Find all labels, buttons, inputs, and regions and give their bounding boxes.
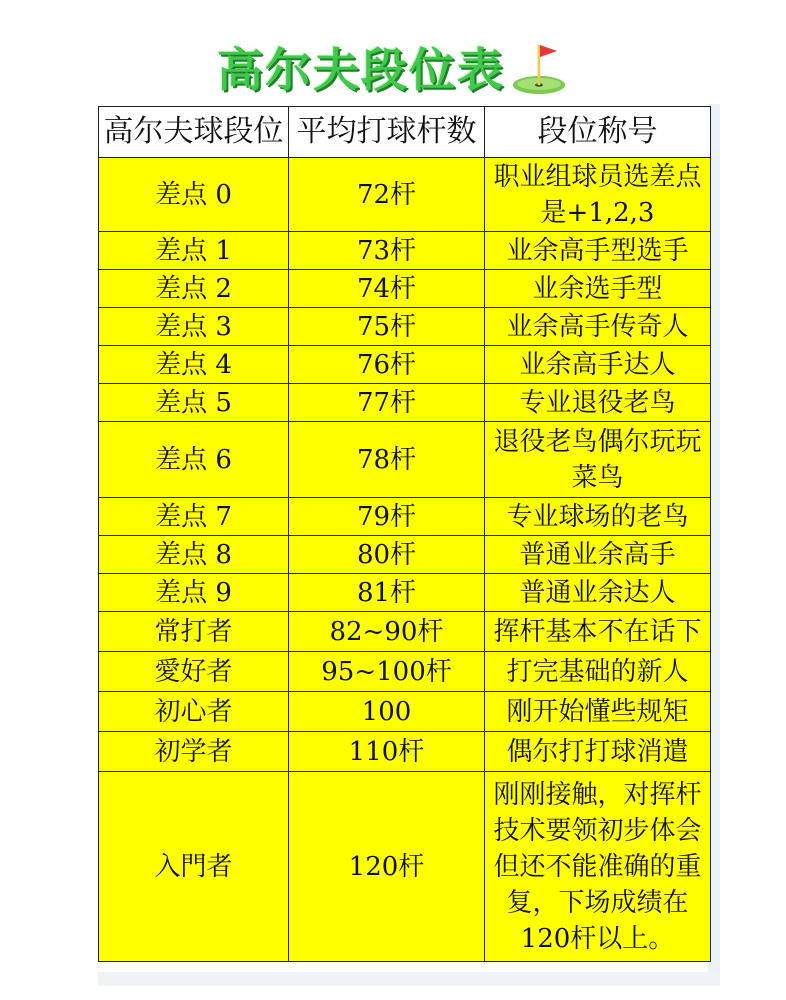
strokes-cell: 81杆 bbox=[289, 574, 485, 612]
title-cell: 业余高手传奇人 bbox=[485, 308, 711, 346]
strokes-cell: 75杆 bbox=[289, 308, 485, 346]
strokes-cell: 100 bbox=[289, 692, 485, 732]
strokes-cell: 78杆 bbox=[289, 422, 485, 498]
strokes-cell: 76杆 bbox=[289, 346, 485, 384]
title-bar bbox=[0, 30, 786, 104]
title-cell: 挥杆基本不在话下 bbox=[485, 612, 711, 652]
strokes-cell: 82~90杆 bbox=[289, 612, 485, 652]
title-cell: 专业退役老鸟 bbox=[485, 384, 711, 422]
table-row bbox=[99, 422, 711, 498]
rank-cell: 差点 9 bbox=[99, 574, 289, 612]
table-row bbox=[99, 232, 711, 270]
rank-cell: 初学者 bbox=[99, 732, 289, 772]
page-title: 高尔夫段位表 bbox=[217, 43, 505, 97]
title-cell: 退役老鸟偶尔玩玩菜鸟 bbox=[485, 422, 711, 498]
bottom-strip bbox=[98, 972, 720, 986]
golf-rank-table bbox=[98, 106, 711, 962]
rank-cell: 差点 7 bbox=[99, 498, 289, 536]
rank-cell: 愛好者 bbox=[99, 652, 289, 692]
title-cell: 业余选手型 bbox=[485, 270, 711, 308]
table-row bbox=[99, 270, 711, 308]
table-row bbox=[99, 346, 711, 384]
title-cell: 刚刚接触，对挥杆技术要领初步体会但还不能准确的重复，下场成绩在120杆以上。 bbox=[485, 772, 711, 962]
table-row bbox=[99, 772, 711, 962]
rank-cell: 差点 3 bbox=[99, 308, 289, 346]
rank-cell: 入門者 bbox=[99, 772, 289, 962]
strokes-cell: 110杆 bbox=[289, 732, 485, 772]
table-body bbox=[99, 158, 711, 962]
rank-cell: 差点 4 bbox=[99, 346, 289, 384]
title-cell: 刚开始懂些规矩 bbox=[485, 692, 711, 732]
table-row bbox=[99, 732, 711, 772]
header-row bbox=[99, 107, 711, 158]
title-cell: 打完基础的新人 bbox=[485, 652, 711, 692]
rank-cell: 差点 2 bbox=[99, 270, 289, 308]
rank-cell: 差点 6 bbox=[99, 422, 289, 498]
table-row bbox=[99, 574, 711, 612]
strokes-cell: 73杆 bbox=[289, 232, 485, 270]
table-row bbox=[99, 536, 711, 574]
rank-cell: 常打者 bbox=[99, 612, 289, 652]
header-rank: 高尔夫球段位 bbox=[99, 107, 289, 158]
table-row bbox=[99, 612, 711, 652]
title-cell: 业余高手型选手 bbox=[485, 232, 711, 270]
title-cell: 普通业余高手 bbox=[485, 536, 711, 574]
strokes-cell: 80杆 bbox=[289, 536, 485, 574]
strokes-cell: 120杆 bbox=[289, 772, 485, 962]
header-title: 段位称号 bbox=[485, 107, 711, 158]
strokes-cell: 95~100杆 bbox=[289, 652, 485, 692]
title-cell: 业余高手达人 bbox=[485, 346, 711, 384]
rank-cell: 差点 1 bbox=[99, 232, 289, 270]
rank-cell: 初心者 bbox=[99, 692, 289, 732]
table-row bbox=[99, 308, 711, 346]
header-strokes: 平均打球杆数 bbox=[289, 107, 485, 158]
rank-cell: 差点 0 bbox=[99, 158, 289, 232]
table-row bbox=[99, 652, 711, 692]
golf-flag-icon bbox=[509, 37, 569, 97]
title-cell: 职业组球员选差点是+1,2,3 bbox=[485, 158, 711, 232]
strokes-cell: 74杆 bbox=[289, 270, 485, 308]
rank-cell: 差点 5 bbox=[99, 384, 289, 422]
title-cell: 专业球场的老鸟 bbox=[485, 498, 711, 536]
rank-cell: 差点 8 bbox=[99, 536, 289, 574]
strokes-cell: 77杆 bbox=[289, 384, 485, 422]
table-row bbox=[99, 498, 711, 536]
table-row bbox=[99, 692, 711, 732]
table-row bbox=[99, 384, 711, 422]
title-cell: 普通业余达人 bbox=[485, 574, 711, 612]
title-cell: 偶尔打打球消遣 bbox=[485, 732, 711, 772]
strokes-cell: 79杆 bbox=[289, 498, 485, 536]
table-row bbox=[99, 158, 711, 232]
strokes-cell: 72杆 bbox=[289, 158, 485, 232]
